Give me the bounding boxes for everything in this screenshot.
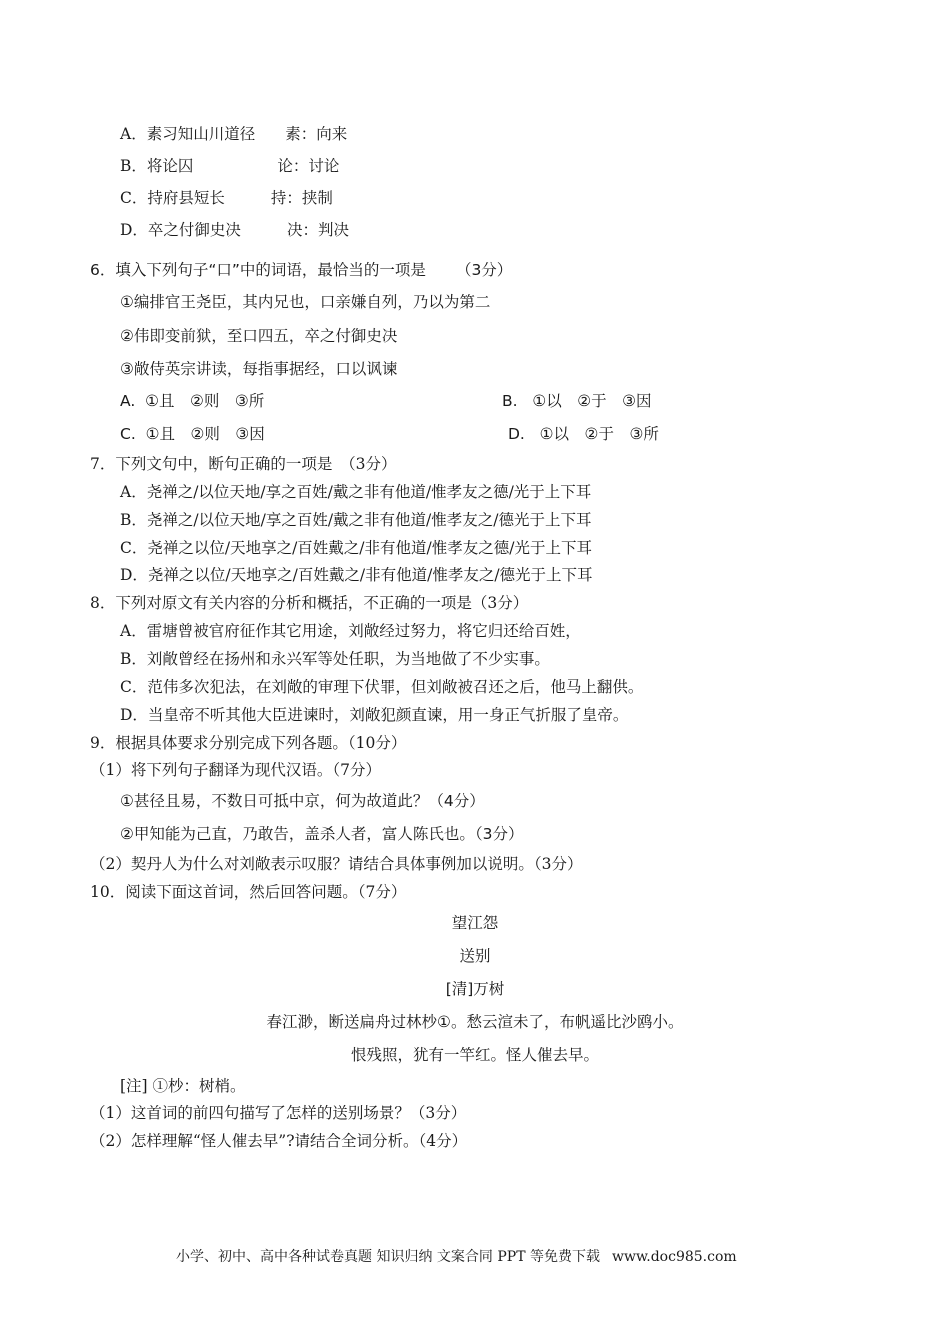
q6-stem: 6．填入下列句子“口”中的词语，最恰当的一项是 （3分）: [90, 261, 513, 279]
q5-option-a: A．素习知山川道径 素：向来: [120, 125, 348, 143]
q5-option-d: D．卒之付御史决 决：判决: [120, 221, 349, 239]
q6-option-a: A. ①且 ②则 ③所: [120, 392, 265, 410]
q6-sentence-2: ②伟即变前狱，至口四五，卒之付御史决: [120, 327, 398, 345]
q10-part1: （1）这首词的前四句描写了怎样的送别场景？（3分）: [90, 1104, 467, 1122]
q6-option-d: D. ①以 ②于 ③所: [508, 425, 659, 443]
q10-stem: 10．阅读下面这首词，然后回答问题。（7分）: [90, 883, 407, 901]
q9-stem: 9．根据具体要求分别完成下列各题。（10分）: [90, 734, 407, 752]
q8-option-b: B．刘敞曾经在扬州和永兴军等处任职，为当地做了不少实事。: [120, 650, 550, 668]
poem-line-2: 恨残照，犹有一竿红。怪人催去早。: [350, 1046, 599, 1064]
q6-option-c: C. ①且 ②则 ③因: [120, 425, 265, 443]
poem-note: [注] ①杪：树梢。: [120, 1077, 246, 1095]
q6-sentence-3: ③敞侍英宗讲读，每指事据经，口以讽谏: [120, 360, 398, 378]
q7-stem: 7．下列文句中，断句正确的一项是 （3分）: [90, 455, 397, 473]
q8-option-d: D．当皇帝不听其他大臣进谏时，刘敞犯颜直谏，用一身正气折服了皇帝。: [120, 706, 629, 724]
poem-subtitle: 送别: [459, 947, 491, 965]
q7-option-c: C．尧禅之以位/天地享之/百姓戴之/非有他道/惟孝友之德/光于上下耳: [120, 539, 592, 557]
q5-option-b: B．将论囚 论：讨论: [120, 157, 340, 175]
q9-sentence-2: ②甲知能为己直，乃敢告，盖杀人者，富人陈氏也。（3分）: [120, 825, 524, 843]
q6-sentence-1: ①编排官王尧臣，其内兄也，口亲嫌自列，乃以为第二: [120, 293, 491, 311]
poem-title: 望江怨: [451, 914, 499, 932]
page-footer: 小学、初中、高中各种试卷真题 知识归纳 文案合同 PPT 等免费下载 www.doc985.com: [176, 1249, 737, 1265]
q7-option-a: A．尧禅之/以位天地/享之百姓/戴之非有他道/惟孝友之德/光于上下耳: [120, 483, 592, 501]
q8-option-a: A．雷塘曾被官府征作其它用途，刘敞经过努力，将它归还给百姓，: [120, 622, 581, 640]
q9-part1: （1）将下列句子翻译为现代汉语。（7分）: [90, 761, 381, 779]
q9-part2: （2）契丹人为什么对刘敞表示叹服？请结合具体事例加以说明。（3分）: [90, 855, 583, 873]
poem-line-1: 春江渺，断送扁舟过林杪①。愁云渲未了，布帆遥比沙鸥小。: [266, 1013, 684, 1031]
poem-author: [清]万树: [445, 980, 505, 998]
footer-site-link[interactable]: www.doc985.com: [611, 1249, 737, 1265]
q5-option-c: C．持府县短长 持：挟制: [120, 189, 333, 207]
q9-sentence-1: ①甚径且易，不数日可抵中京，何为故道此？（4分）: [120, 792, 485, 810]
q8-stem: 8．下列对原文有关内容的分析和概括，不正确的一项是（3分）: [90, 594, 529, 612]
q7-option-b: B．尧禅之/以位天地/享之百姓/戴之非有他道/惟孝友之/德光于上下耳: [120, 511, 592, 529]
q7-option-d: D．尧禅之以位/天地享之/百姓戴之/非有他道/惟孝友之/德光于上下耳: [120, 566, 593, 584]
q6-option-b: B. ①以 ②于 ③因: [502, 392, 652, 410]
q8-option-c: C．范伟多次犯法，在刘敞的审理下伏罪，但刘敞被召还之后，他马上翻供。: [120, 678, 644, 696]
q10-part2: （2）怎样理解“怪人催去早”?请结合全词分析。（4分）: [90, 1132, 468, 1150]
